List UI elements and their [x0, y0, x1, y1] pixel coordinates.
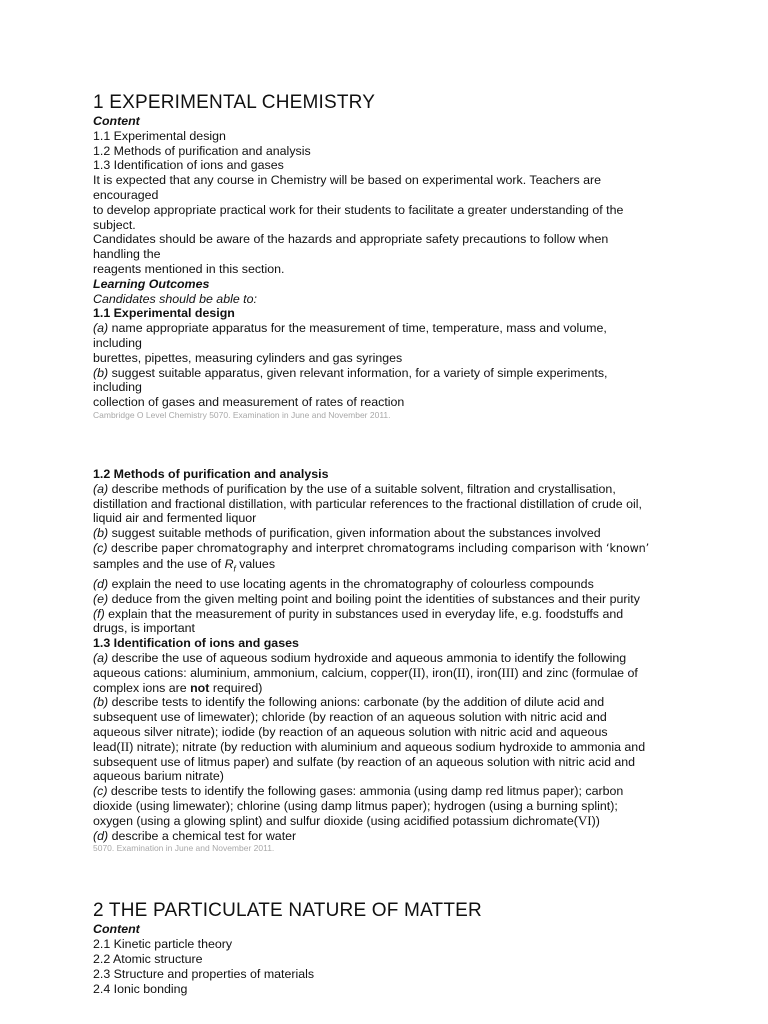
section-title: 1 EXPERIMENTAL CHEMISTRY: [93, 92, 376, 113]
intro-text: to develop appropriate practical work for their students to facilitate a greater understanding of the: [93, 202, 624, 217]
content-item: 1.3 Identification of ions and gases: [93, 158, 284, 173]
outcome-item: [93, 541, 698, 557]
outcome-item: [93, 577, 698, 592]
content-item: 2.1 Kinetic particle theory: [93, 937, 233, 952]
outcome-item: [93, 607, 698, 622]
item-marker: (a): [93, 650, 109, 665]
outcome-item-cont: subsequent use of litmus paper) and sulfate (by reaction of an aqueous solution with nitric acid and: [93, 754, 636, 769]
outcome-item-cont: [93, 666, 698, 681]
item-text: oxygen (using a glowing splint) and sulfur dioxide (using acidified potassium dichromate(: [93, 813, 578, 828]
roman-numeral: II: [412, 664, 422, 680]
page-footer: Cambridge O Level Chemistry 5070. Examination in June and November 2011.: [93, 409, 391, 420]
outcome-item-cont: aqueous silver nitrate); iodide (by reaction of an aqueous solution with nitric acid and aqueous: [93, 724, 608, 739]
item-text: explain the need to use locating agents in the chromatography of colourless compounds: [108, 576, 594, 591]
outcome-item-cont: including: [93, 380, 142, 395]
item-marker: (a): [93, 481, 109, 496]
outcome-item: [93, 526, 698, 541]
content-item: 1.1 Experimental design: [93, 128, 226, 143]
intro-text: Candidates should be aware of the hazards and appropriate safety precautions to follow when: [93, 232, 609, 247]
item-marker: (c): [93, 784, 108, 799]
content-item: 2.4 Ionic bonding: [93, 981, 188, 996]
content-item: 2.2 Atomic structure: [93, 951, 203, 966]
candidates-label: Candidates should be able to:: [93, 291, 257, 306]
item-marker: (c): [93, 540, 108, 555]
outcome-item-cont: [93, 740, 698, 755]
intro-text: It is expected that any course in Chemistry will be based on experimental work. Teachers are: [93, 173, 602, 188]
outcome-item-cont: [93, 557, 698, 577]
subsection-heading: 1.2 Methods of purification and analysis: [93, 466, 329, 481]
item-text: describe a chemical test for water: [108, 828, 297, 843]
item-text: aqueous cations: aluminium, ammonium, calcium, copper(: [93, 665, 413, 680]
learning-outcomes-label: Learning Outcomes: [93, 276, 210, 291]
outcome-item: [93, 651, 698, 666]
item-text: values: [235, 556, 276, 571]
roman-numeral: II: [457, 664, 466, 680]
intro-text: encouraged: [93, 187, 159, 202]
item-text: )): [591, 813, 600, 828]
item-marker: (e): [93, 591, 109, 606]
intro-text: handling the: [93, 247, 161, 262]
content-label: Content: [93, 922, 140, 937]
item-text: suggest suitable methods of purification, given information about the substances involved: [108, 526, 601, 541]
item-marker: (a): [93, 321, 109, 336]
outcome-item: [93, 829, 698, 844]
spacer: [93, 854, 698, 900]
subsection-heading: 1.3 Identification of ions and gases: [93, 636, 299, 651]
content-label: Content: [93, 114, 140, 128]
intro-text: reagents mentioned in this section.: [93, 261, 285, 276]
outcome-item-cont: drugs, is important: [93, 621, 195, 636]
item-text: ), iron(: [465, 665, 502, 680]
item-text: lead(: [93, 739, 121, 754]
item-text: suggest suitable apparatus, given relevant information, for a variety of simple experiments,: [108, 365, 608, 380]
content-item: 2.3 Structure and properties of materials: [93, 966, 315, 981]
item-text: describe tests to identify the following anions: carbonate (by the addition of dilute acid and: [108, 695, 605, 710]
item-text: ) nitrate); nitrate (by reduction with aluminium and aqueous sodium hydroxide to ammonia and: [129, 739, 646, 754]
item-marker: (b): [93, 695, 109, 710]
outcome-item-cont: liquid air and fermented liquor: [93, 511, 257, 526]
item-text: describe paper chromatography and interpret chromatograms including comparison with ‘known’: [107, 541, 650, 555]
item-marker: (b): [93, 365, 109, 380]
item-text: explain that the measurement of purity in substances used in everyday life, e.g. foodstuffs and: [104, 606, 624, 621]
item-text: ) and zinc (formulae of: [514, 665, 638, 680]
item-text: complex ions are: [93, 680, 191, 695]
outcome-item-cont: [93, 681, 698, 696]
rf-subscript: f: [233, 564, 236, 574]
item-marker: (d): [93, 828, 109, 843]
intro-text: subject.: [93, 217, 136, 232]
outcome-item-cont: including: [93, 335, 142, 350]
roman-numeral: II: [120, 738, 130, 754]
roman-numeral: VI: [577, 812, 592, 828]
item-text: samples and the use of: [93, 556, 225, 571]
item-text: name appropriate apparatus for the measurement of time, temperature, mass and volume,: [108, 321, 607, 336]
spacer: [93, 421, 698, 467]
outcome-item-cont: [93, 814, 698, 829]
outcome-item-cont: burettes, pipettes, measuring cylinders and gas syringes: [93, 350, 403, 365]
item-marker: (f): [93, 606, 105, 621]
outcome-item: [93, 321, 698, 336]
outcome-item-cont: dioxide (using limewater); chlorine (using damp litmus paper); hydrogen (using a burning splint);: [93, 798, 618, 813]
outcome-item-cont: collection of gases and measurement of rates of reaction: [93, 395, 405, 410]
item-marker: (d): [93, 576, 109, 591]
item-text: deduce from the given melting point and boiling point the identities of substances and their purity: [108, 591, 640, 606]
outcome-item: [93, 592, 698, 607]
roman-numeral: III: [501, 664, 515, 680]
item-text: required): [209, 680, 263, 695]
section-title: 2 THE PARTICULATE NATURE OF MATTER: [93, 900, 482, 922]
item-text: describe the use of aqueous sodium hydroxide and aqueous ammonia to identify the following: [108, 650, 627, 665]
outcome-item-cont: distillation and fractional distillation, with particular references to the fractional distillation of crude oil,: [93, 496, 642, 511]
subsection-heading: 1.1 Experimental design: [93, 306, 235, 321]
page-footer: 5070. Examination in June and November 2011.: [93, 843, 275, 854]
item-text: ), iron(: [421, 665, 458, 680]
outcome-item-cont: aqueous barium nitrate): [93, 769, 224, 784]
outcome-item: [93, 482, 698, 497]
outcome-item: [93, 695, 698, 710]
outcome-item: [93, 366, 698, 381]
item-marker: (b): [93, 526, 109, 541]
emphasis-not: not: [190, 680, 210, 695]
outcome-item: [93, 784, 698, 799]
rf-symbol: R: [224, 556, 234, 571]
item-text: describe methods of purification by the use of a suitable solvent, filtration and crystallisation,: [108, 481, 616, 496]
outcome-item-cont: subsequent use of limewater); chloride (by reaction of an aqueous solution with nitric acid and: [93, 710, 607, 725]
content-item: 1.2 Methods of purification and analysis: [93, 143, 311, 158]
item-text: describe tests to identify the following gases: ammonia (using damp red litmus paper); carbon: [107, 784, 624, 799]
